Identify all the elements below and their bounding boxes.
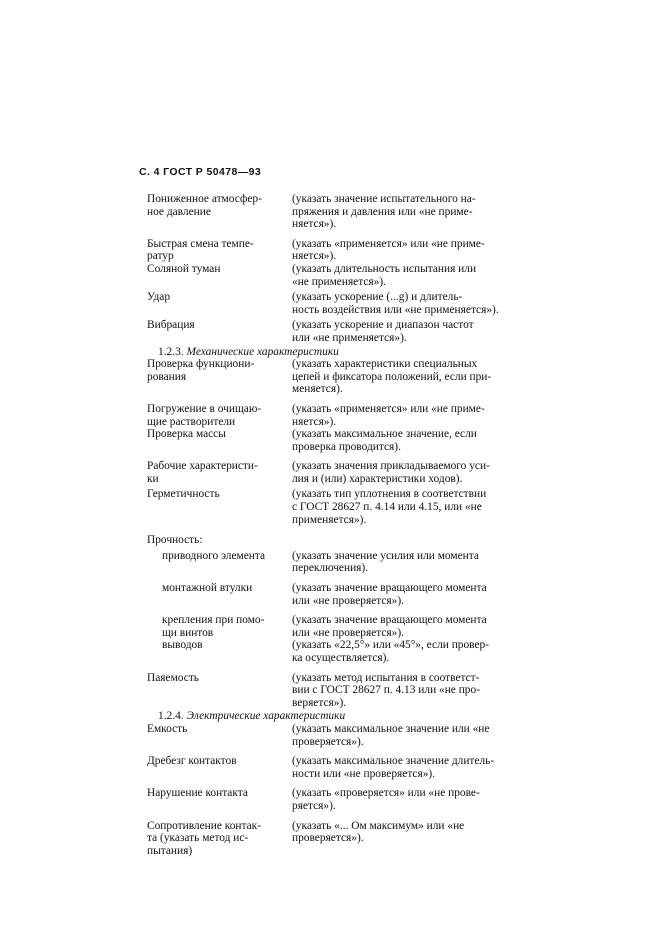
term: Герметичность bbox=[147, 488, 220, 501]
description: (указать значения прикладываемого уси- лия и (или) характеристики ходов). bbox=[292, 460, 490, 485]
term: Сопротивление контак- та (указать метод ис- пытания) bbox=[147, 819, 262, 857]
list-item bbox=[147, 488, 527, 526]
description: (указать максимальное значение, если проверка проводится). bbox=[292, 428, 477, 453]
description: (указать значение усилия или момента переключения). bbox=[292, 549, 479, 575]
list-item bbox=[147, 238, 527, 263]
description: (указать метод испытания в соответст- вии с ГОСТ 28627 п. 4.13 или «не про- веряется»). bbox=[292, 671, 480, 709]
description: (указать значение вращающего момента или «не проверяется»). bbox=[292, 582, 487, 607]
term: Емкость bbox=[147, 722, 188, 735]
section-number: 1.2.4. bbox=[158, 710, 184, 723]
term: Проверка массы bbox=[147, 428, 226, 441]
term: Пониженное атмосфер- ное давление bbox=[147, 193, 262, 218]
description: (указать максимальное значение или «не проверяется»). bbox=[292, 722, 490, 748]
term: Дребезг контактов bbox=[147, 755, 237, 768]
section-title: Механические характеристики bbox=[186, 345, 339, 358]
list-item bbox=[147, 755, 527, 780]
term: Соляной туман bbox=[147, 262, 221, 275]
term: Быстрая смена темпе- ратур bbox=[147, 237, 254, 263]
term: Погружение в очищаю- щие растворители bbox=[147, 402, 262, 428]
description: (указать тип уплотнения в соответствии с ГОСТ 28627 п. 4.14 или 4.15, или «не применяется»). bbox=[292, 488, 487, 526]
list-item bbox=[147, 291, 527, 316]
section-number: 1.2.3. bbox=[158, 345, 184, 358]
term: Паяемость bbox=[147, 671, 199, 684]
list-item bbox=[147, 820, 527, 858]
list-item bbox=[147, 358, 527, 396]
term: Рабочие характеристи- ки bbox=[147, 460, 258, 485]
strength-label: Прочность: bbox=[147, 534, 203, 547]
list-item bbox=[147, 193, 527, 231]
section-heading-electrical bbox=[147, 710, 527, 723]
description: (указать длительность испытания или «не применяется»). bbox=[292, 262, 477, 288]
document-body bbox=[147, 193, 527, 857]
list-item bbox=[147, 672, 527, 710]
section-heading-mechanical bbox=[147, 346, 527, 359]
page-header: С. 4 ГОСТ Р 50478—93 bbox=[139, 166, 262, 178]
term: Удар bbox=[147, 291, 171, 304]
description: (указать значение вращающего момента или «не проверяется»). bbox=[292, 614, 487, 639]
list-item bbox=[147, 639, 527, 664]
description: (указать «применяется» или «не приме- няется»). bbox=[292, 402, 485, 428]
description: (указать «22,5°» или «45°», если провер- ка осуществляется). bbox=[292, 639, 490, 664]
section-title: Электрические характеристики bbox=[186, 710, 346, 723]
description: (указать характеристики специальных цепей и фиксатора положений, если при- меняется). bbox=[292, 358, 492, 396]
term: крепления при помо- щи винтов bbox=[162, 614, 265, 639]
description: (указать «проверяется» или «не прове- ряется»). bbox=[292, 787, 480, 812]
term: Вибрация bbox=[147, 319, 195, 332]
list-item bbox=[147, 263, 527, 288]
list-item bbox=[147, 550, 527, 575]
description: (указать ускорение (...g) и длитель- ность воздействия или «не применяется»). bbox=[292, 291, 499, 316]
term: приводного элемента bbox=[162, 549, 266, 562]
list-item bbox=[147, 787, 527, 812]
description: (указать максимальное значение длитель- ности или «не проверяется»). bbox=[292, 755, 495, 780]
description: (указать ускорение и диапазон частот или «не применяется»). bbox=[292, 319, 474, 344]
description: (указать значение испытательного на- пряжения и давления или «не приме- няется»). bbox=[292, 193, 476, 231]
term: Нарушение контакта bbox=[147, 787, 248, 800]
list-item bbox=[147, 428, 527, 453]
list-item bbox=[147, 319, 527, 344]
term: Проверка функциони- рования bbox=[147, 358, 255, 383]
description: (указать «применяется» или «не приме- няется»). bbox=[292, 237, 485, 263]
term: монтажной втулки bbox=[162, 582, 253, 595]
list-item bbox=[147, 723, 527, 748]
term: выводов bbox=[162, 639, 203, 652]
list-item bbox=[147, 582, 527, 607]
list-item bbox=[147, 460, 527, 485]
description: (указать «... Ом максимум» или «не проверяется»). bbox=[292, 819, 465, 845]
list-item bbox=[147, 614, 527, 639]
list-item bbox=[147, 403, 527, 428]
